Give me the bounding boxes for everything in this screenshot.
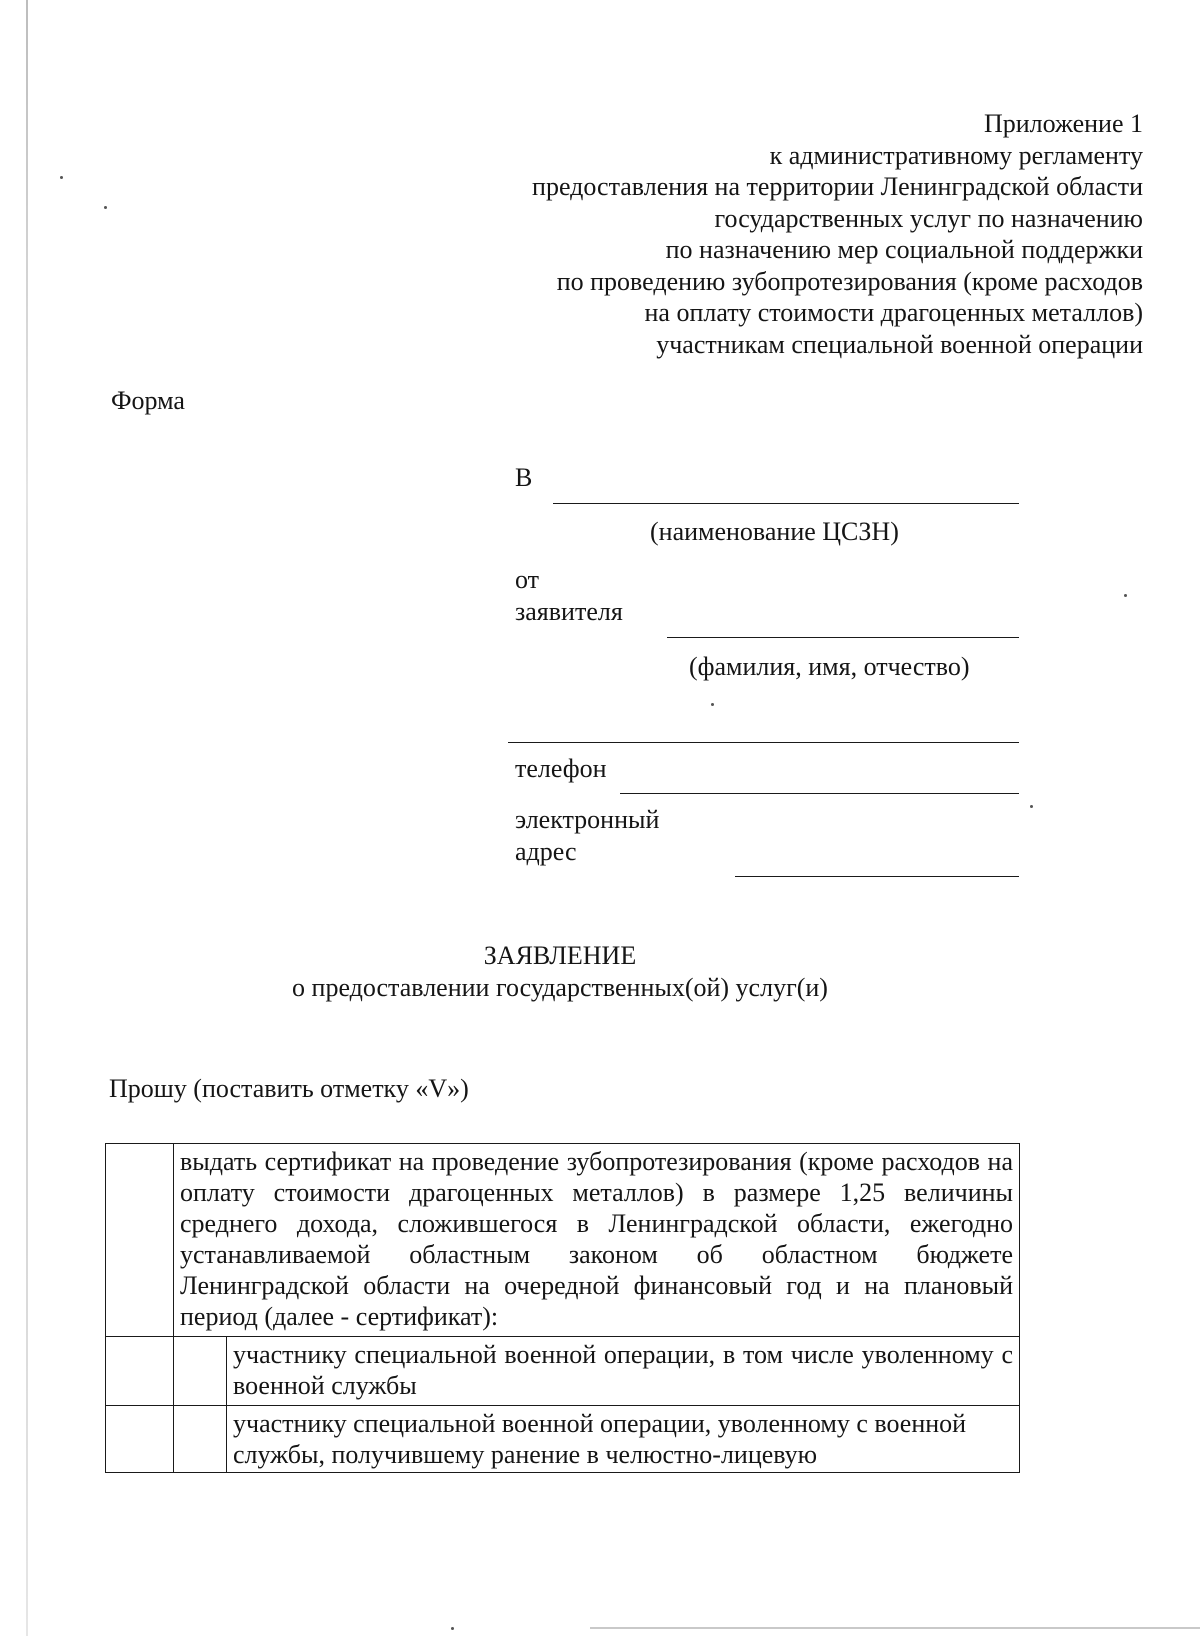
table-row bbox=[106, 1406, 1020, 1473]
scan-speck bbox=[1124, 594, 1127, 597]
scan-speck bbox=[451, 1627, 454, 1630]
to-prefix: В bbox=[515, 463, 533, 492]
outer-empty-cell bbox=[106, 1337, 174, 1406]
scan-speck bbox=[60, 176, 63, 179]
table-row bbox=[106, 1337, 1020, 1406]
document-title: ЗАЯВЛЕНИЕ bbox=[483, 941, 637, 970]
request-prompt: Прошу (поставить отметку «V») bbox=[109, 1074, 469, 1103]
appendix-line: участникам специальной военной операции bbox=[656, 329, 1143, 359]
scan-speck bbox=[1030, 805, 1033, 808]
appendix-line: на оплату стоимости драгоценных металлов) bbox=[644, 298, 1143, 327]
applicant-extra-field-line[interactable] bbox=[508, 742, 1019, 743]
appendix-header bbox=[443, 108, 1143, 360]
email-label-line2: адрес bbox=[515, 837, 577, 866]
appendix-line: по проведению зубопротезирования (кроме расходов bbox=[556, 266, 1143, 296]
recipient-caption: (наименование ЦСЗН) bbox=[650, 517, 899, 546]
scan-speck bbox=[711, 703, 714, 706]
option-text-cell bbox=[174, 1144, 1020, 1337]
option-participant-text: участнику специальной военной операции, в том числе уволенному с военной службы bbox=[233, 1340, 1013, 1400]
option-wounded-participant-text: участнику специальной военной операции, уволенному с военной службы, получившему ранение в челюстно-лицевую bbox=[233, 1409, 967, 1469]
checkbox-cell-participant[interactable] bbox=[174, 1337, 227, 1406]
from-label-line1: от bbox=[515, 565, 540, 594]
appendix-line: государственных услуг по назначению bbox=[714, 203, 1143, 233]
document-subtitle: о предоставлении государственных(ой) услуг(и) bbox=[292, 973, 828, 1002]
option-text-cell bbox=[227, 1406, 1020, 1473]
phone-label: телефон bbox=[515, 754, 607, 783]
services-choice-table bbox=[105, 1143, 1020, 1473]
checkbox-cell-certificate[interactable] bbox=[106, 1144, 174, 1337]
applicant-name-field-line[interactable] bbox=[667, 637, 1019, 638]
appendix-line: Приложение 1 bbox=[983, 109, 1143, 138]
appendix-line: по назначению мер социальной поддержки bbox=[665, 235, 1143, 264]
from-label-line2: заявителя bbox=[515, 597, 623, 626]
phone-field-line[interactable] bbox=[620, 793, 1019, 794]
page-bottom-edge bbox=[590, 1627, 1200, 1629]
recipient-field-line[interactable] bbox=[553, 503, 1019, 504]
outer-empty-cell bbox=[106, 1406, 174, 1473]
email-label-line1: электронный bbox=[515, 805, 660, 834]
checkbox-cell-wounded-participant[interactable] bbox=[174, 1406, 227, 1473]
table-row bbox=[106, 1144, 1020, 1337]
option-certificate-text: выдать сертификат на проведение зубопротезирования (кроме расходов на оплату стоимости драгоценных металлов) в размере 1,25 величины среднего дохода, сложившегося в Ленинградской области, ежегодно устанавливаемой областным законом об областном бюджете Ленинградской области на очередной финансовый год и на плановый период (далее - сертификат): bbox=[180, 1147, 1013, 1331]
option-text-cell bbox=[227, 1337, 1020, 1406]
email-field-line[interactable] bbox=[735, 876, 1019, 877]
applicant-name-caption: (фамилия, имя, отчество) bbox=[689, 652, 970, 681]
scan-speck bbox=[104, 206, 107, 209]
scan-left-edge bbox=[26, 0, 28, 1636]
appendix-line: к административному регламенту bbox=[769, 140, 1143, 170]
form-label: Форма bbox=[111, 386, 185, 415]
appendix-line: предоставления на территории Ленинградской области bbox=[532, 172, 1143, 201]
